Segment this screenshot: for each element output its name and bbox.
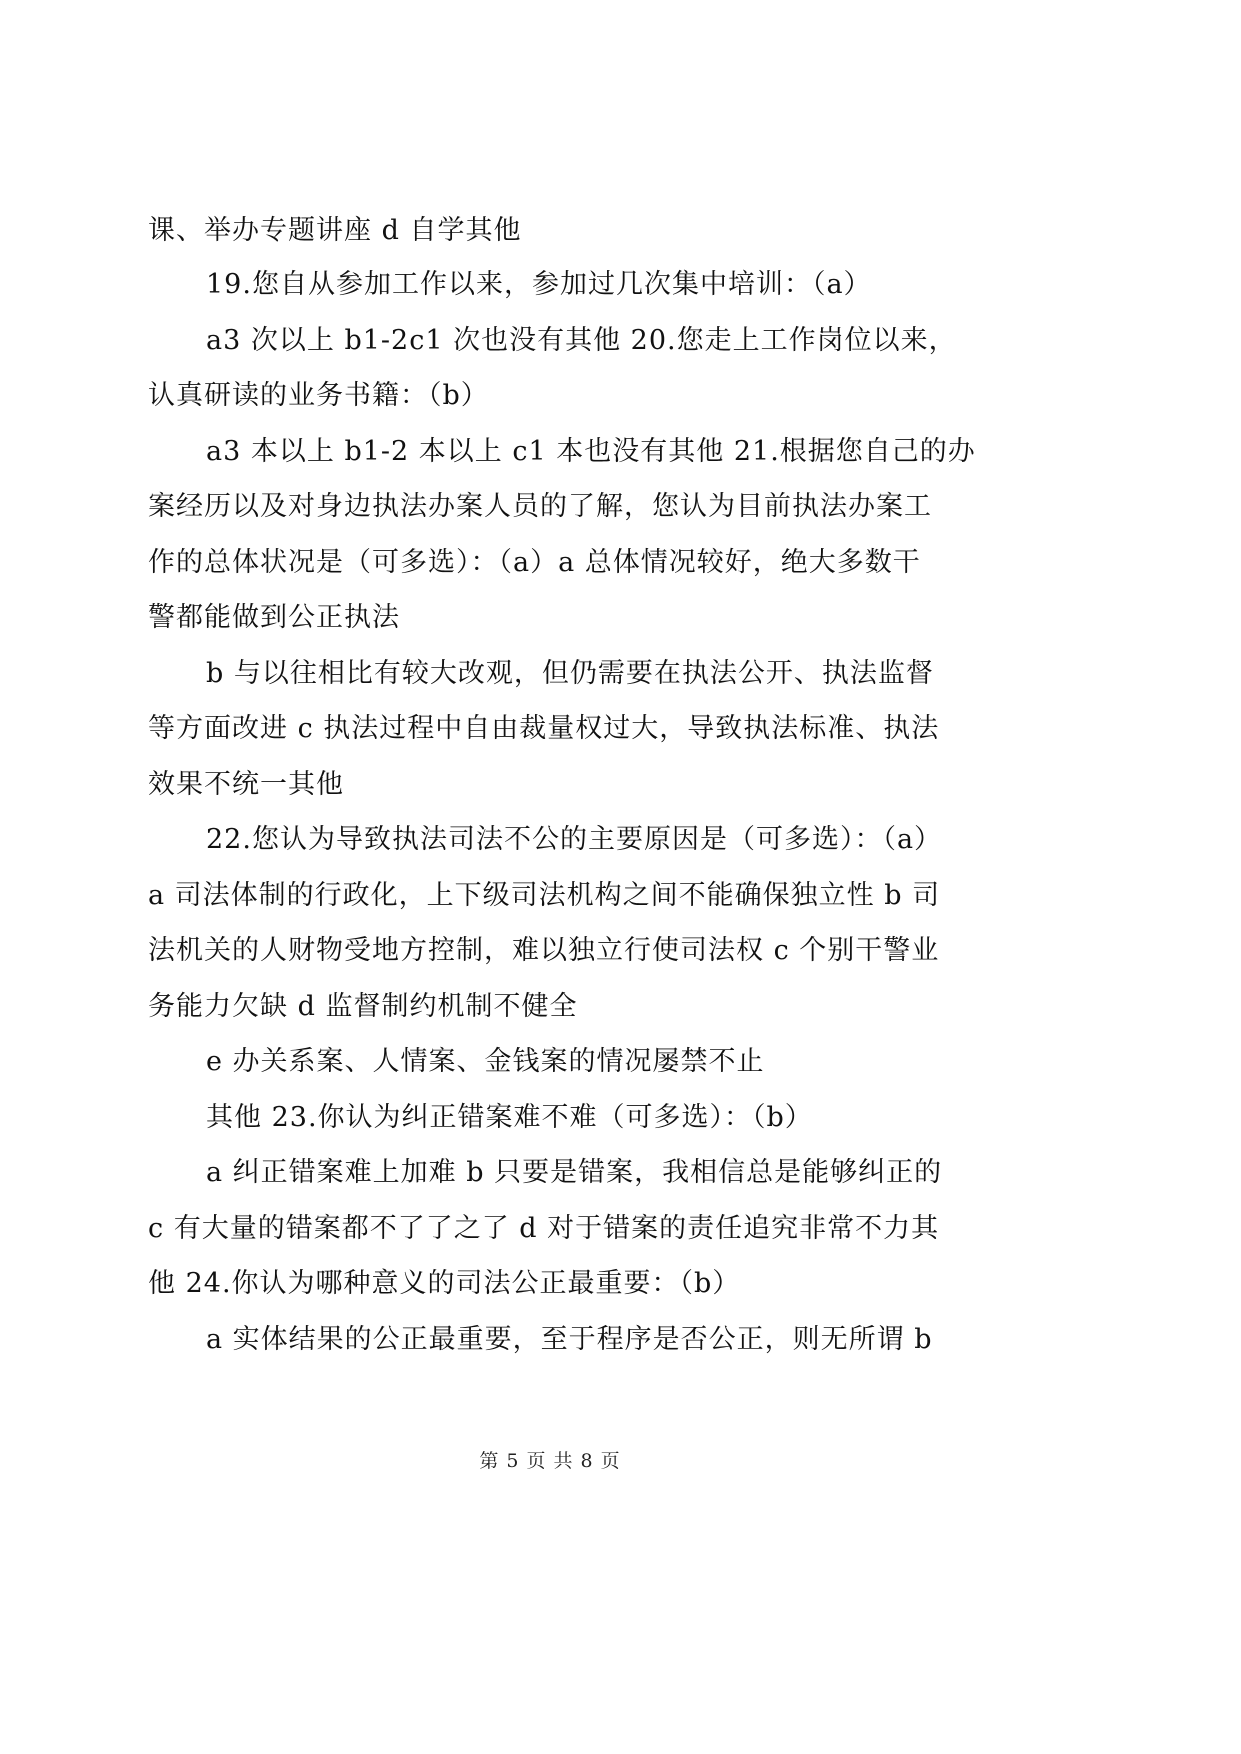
text-line: 效果不统一其他: [148, 769, 344, 800]
text-line: 案经历以及对身边执法办案人员的了解，您认为目前执法办案工: [148, 491, 932, 522]
text-line: 他 24.你认为哪种意义的司法公正最重要：（b）: [148, 1268, 741, 1299]
page-number-footer: 第 5 页 共 8 页: [479, 1450, 621, 1472]
text-line: 19.您自从参加工作以来，参加过几次集中培训：（a）: [206, 269, 872, 300]
text-line: a 纠正错案难上加难 b 只要是错案，我相信总是能够纠正的: [206, 1157, 943, 1188]
text-line: a3 本以上 b1-2 本以上 c1 本也没有其他 21.根据您自己的办: [206, 436, 976, 467]
text-line: 课、举办专题讲座 d 自学其他: [148, 215, 522, 246]
text-line: 等方面改进 c 执法过程中自由裁量权过大，导致执法标准、执法: [148, 713, 940, 744]
text-line: 警都能做到公正执法: [148, 602, 400, 633]
text-line: 认真研读的业务书籍：（b）: [148, 380, 489, 411]
text-line: b 与以往相比有较大改观，但仍需要在执法公开、执法监督: [206, 658, 934, 689]
text-line: 作的总体状况是（可多选）：（a）a 总体情况较好，绝大多数干: [148, 547, 921, 578]
text-line: 其他 23.你认为纠正错案难不难（可多选）：（b）: [206, 1102, 813, 1133]
text-line: a 司法体制的行政化，上下级司法机构之间不能确保独立性 b 司: [148, 880, 941, 911]
text-line: 22.您认为导致执法司法不公的主要原因是（可多选）：（a）: [206, 824, 943, 855]
text-line: a 实体结果的公正最重要，至于程序是否公正，则无所谓 b: [206, 1324, 933, 1355]
text-line: a3 次以上 b1-2c1 次也没有其他 20.您走上工作岗位以来，: [206, 325, 957, 356]
text-line: c 有大量的错案都不了了之了 d 对于错案的责任追究非常不力其: [148, 1213, 940, 1244]
text-line: e 办关系案、人情案、金钱案的情况屡禁不止: [206, 1046, 765, 1077]
text-line: 务能力欠缺 d 监督制约机制不健全: [148, 991, 578, 1022]
text-line: 法机关的人财物受地方控制，难以独立行使司法权 c 个别干警业: [148, 935, 940, 966]
